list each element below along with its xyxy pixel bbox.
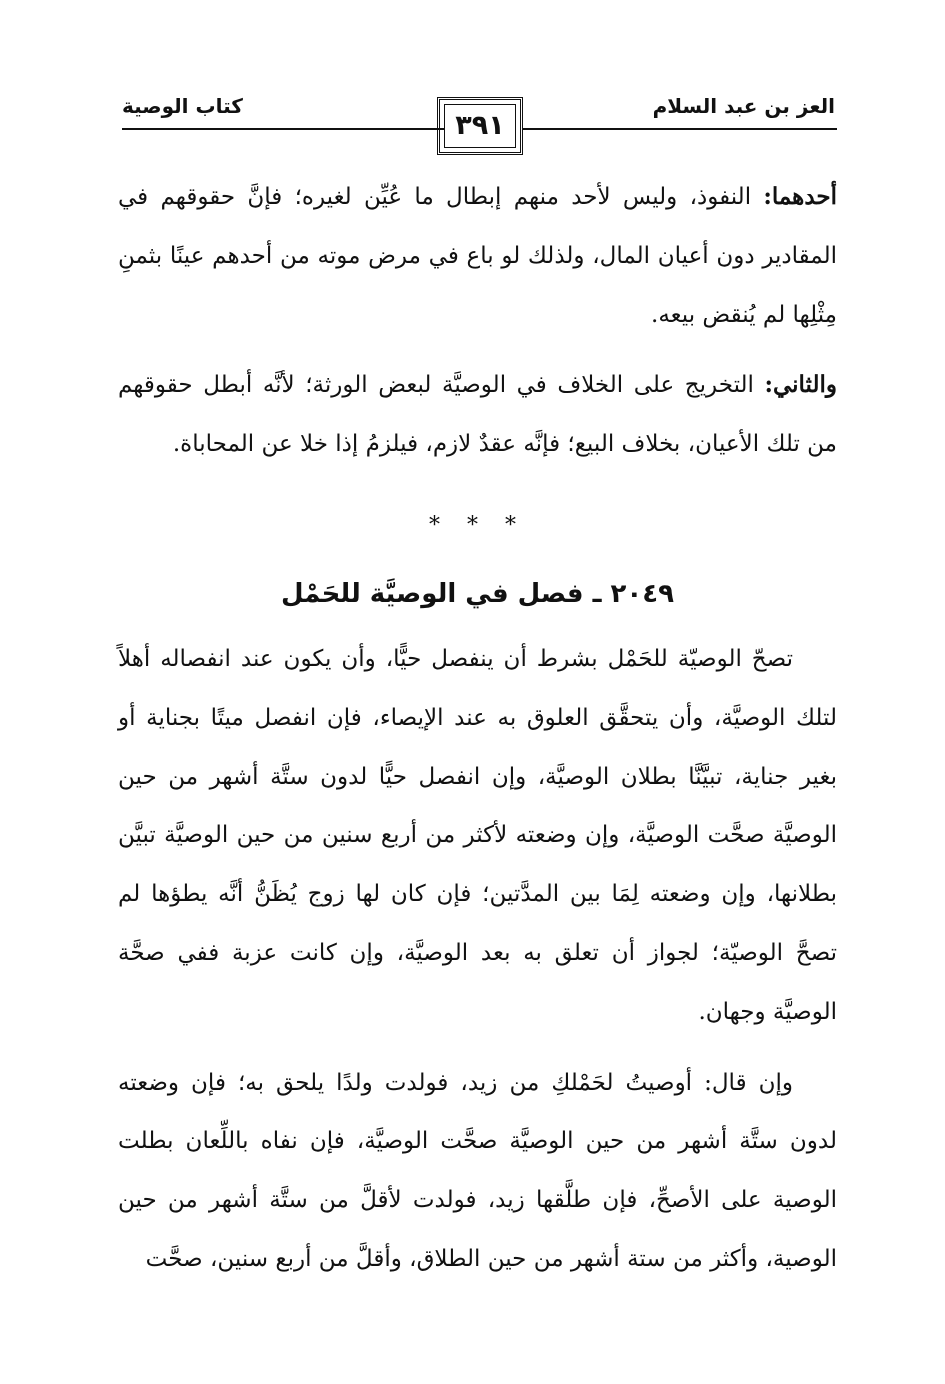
paragraph-lead-word: أحدهما: (763, 183, 837, 210)
page-number-frame (437, 97, 523, 155)
section-body (118, 630, 837, 1289)
running-header-author: العز بن عبد السلام (652, 94, 835, 118)
paragraph-bequest-to-fetus: تصحّ الوصيّة للحَمْل بشرط أن ينفصل حيًّا، وأن يكون عند انفصاله أهلاً لتلك الوصيَّة، وأن يتحقَّق العلوق به عند الإيصاء، فإن انفصل ميتًا بجناية أو بغير جناية، تبيَّنَّا بطلان الوصيَّة، وإن انفصل حيًّا لدون ستَّة أشهر من حين الوصيَّة صحَّت الوصيَّة، وإن وضعته لأكثر من أربع سنين من حين الوصيَّة تبيَّن بطلانها، وإن وضعته لِمَا بين المدَّتين؛ فإن كان لها زوج يُظَنُّ أنَّه يطؤها لم تصحَّ الوصيّة؛ لجواز أن تعلق به بعد الوصيَّة، وإن كانت عزبة ففي صحَّة الوصيَّة وجهان. (118, 645, 837, 1025)
page-number: ٣٩١ (455, 110, 505, 141)
paragraph-lead-word: والثاني: (764, 371, 837, 399)
section-separator: * * * (429, 512, 526, 538)
paragraph-bequest-to-fetus-of-zayd: وإن قال: أوصيتُ لحَمْلكِ من زيد، فولدت ولدًا يلحق به؛ فإن وضعته لدون ستَّة أشهر من حين الوصيَّة صحَّت الوصيَّة، فإن نفاه باللِّعان بطلت الوصية على الأصحِّ، فإن طلَّقها زيد، فولدت لأقلَّ من ستَّة أشهر من حين الوصية، وأكثر من ستة أشهر من حين الطلاق، وأقلَّ من أربع سنين، صحَّت (118, 1069, 837, 1272)
paragraph-first-opinion (118, 168, 837, 344)
section-heading: ٢٠٤٩ ـ فصل في الوصيَّة للحَمْل (280, 578, 675, 609)
paragraph-second-opinion (118, 356, 837, 474)
header-rule-right (523, 128, 837, 130)
running-header-book-title: كتاب الوصية (122, 94, 243, 118)
page-body (118, 168, 837, 1289)
paragraph-text: التخريج على الخلاف في الوصيَّة لبعض الورثة؛ لأنَّه أبطل حقوقهم من تلك الأعيان، بخلاف البيع؛ فإنَّه عقدٌ لازم، فيلزمُ إذا خلا عن المحاباة. (118, 372, 837, 458)
header-rule-left (122, 128, 445, 130)
paragraph-text: النفوذ، وليس لأحد منهم إبطال ما عُيِّن لغيره؛ فإنَّ حقوقهم في المقادير دون أعيان المال، ولذلك لو باع في مرض موته من أحدهم عينًا بثمنِ مِثْلِها لم يُنقض بيعه. (118, 184, 837, 328)
